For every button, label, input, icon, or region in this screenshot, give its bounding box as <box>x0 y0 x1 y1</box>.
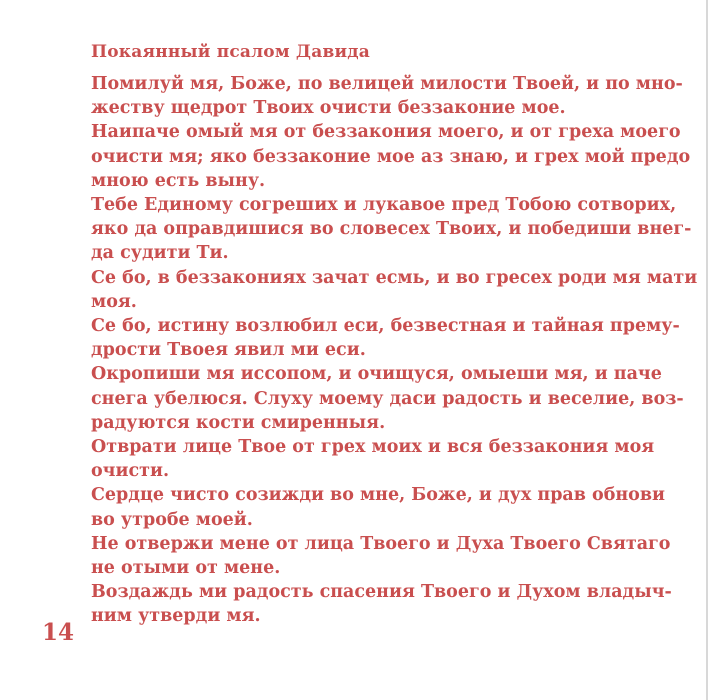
text-line: Се бо, в беззакониях зачат есмь, и во гресех роди мя мати <box>91 267 698 288</box>
text-line: очисти мя; яко беззаконие мое аз знаю, и грех мой предо <box>91 146 691 167</box>
verse-paragraph <box>91 532 671 580</box>
text-line: Не отвержи мене от лица Твоего и Духа Твоего Святаго <box>91 533 671 554</box>
verse-paragraph <box>91 362 684 435</box>
psalm-title: Покаянный псалом Давида <box>91 42 371 62</box>
text-line: Отврати лице Твое от грех моих и вся беззакония моя <box>91 437 655 458</box>
text-line: яко да оправдишися во словесех Твоих, и победиши внег- <box>91 219 692 240</box>
verse-paragraph <box>91 314 680 362</box>
text-line: радуются кости смиренныя. <box>91 412 386 433</box>
text-line: ним утверди мя. <box>91 606 261 627</box>
verse-paragraph <box>91 193 692 266</box>
text-line: дрости Твоея явил ми еси. <box>91 340 366 361</box>
psalm-text <box>91 72 698 629</box>
text-line: мною есть выну. <box>91 170 266 191</box>
text-line: во утробе моей. <box>91 509 253 530</box>
verse-paragraph <box>91 580 672 628</box>
text-line: Окропиши мя иссопом, и очищуся, омыеши мя, и паче <box>91 364 662 385</box>
text-line: да судити Ти. <box>91 243 229 264</box>
text-line: Наипаче омый мя от беззакония моего, и от греха моего <box>91 122 681 143</box>
verse-paragraph <box>91 72 683 120</box>
text-line: Воздаждь ми радость спасения Твоего и Духом владыч- <box>91 582 672 603</box>
verse-paragraph <box>91 120 691 193</box>
verse-paragraph <box>91 266 698 314</box>
verse-paragraph <box>91 483 665 531</box>
text-line: Се бо, истину возлюбил еси, безвестная и тайная прему- <box>91 316 680 337</box>
text-line: не отыми от мене. <box>91 558 281 579</box>
text-line: снега убелюся. Слуху моему даси радость и веселие, воз- <box>91 388 684 409</box>
text-line: Сердце чисто созижди во мне, Боже, и дух прав обнови <box>91 485 665 506</box>
text-line: Помилуй мя, Боже, по велицей милости Твоей, и по мно- <box>91 74 683 94</box>
text-line: Тебе Единому согреших и лукавое пред Тобою сотворих, <box>91 195 677 216</box>
page-number: 14 <box>42 619 75 646</box>
verse-paragraph <box>91 435 655 483</box>
text-line: жеству щедрот Твоих очисти беззаконие мое. <box>91 98 566 119</box>
text-line: моя. <box>91 291 137 312</box>
text-line: очисти. <box>91 461 170 482</box>
